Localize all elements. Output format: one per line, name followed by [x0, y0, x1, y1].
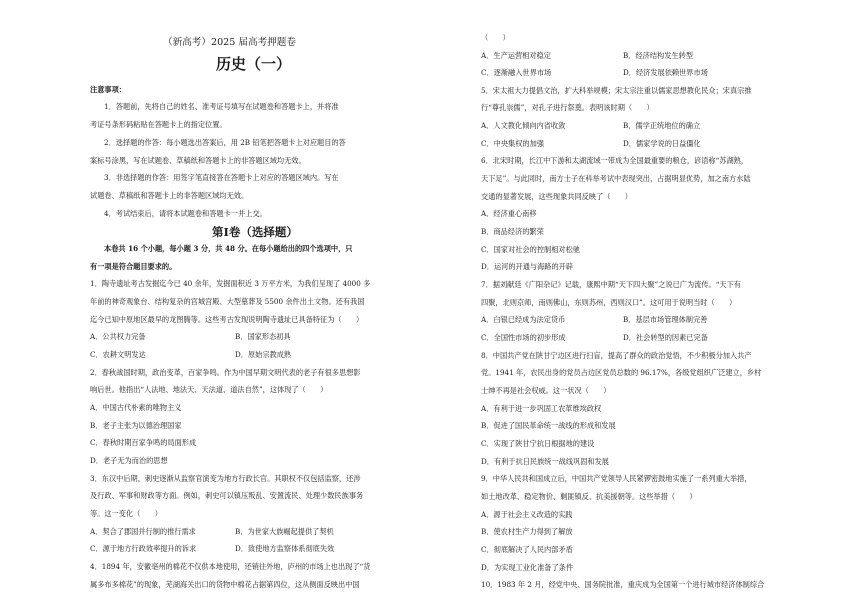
- question-2-option[interactable]: A．中国古代朴素的唯物主义: [90, 403, 182, 412]
- question-1-line: 1．陶寺遗址考古发掘迄今已 40 余年，发掘面积近 3 万平方米，为我们呈现了 4000 多: [90, 279, 371, 288]
- question-5-option[interactable]: B．儒学正统地位的确立: [623, 121, 701, 130]
- question-7-option[interactable]: A．白银已经成为法定货币: [481, 315, 566, 324]
- question-8-option[interactable]: C．实现了陕甘宁抗日根据地的建设: [481, 439, 595, 448]
- question-9-option[interactable]: A．源于社会主义改造的实践: [481, 510, 573, 519]
- question-4-option[interactable]: B．经济结构发生转型: [623, 51, 693, 60]
- question-3-option[interactable]: A．契合了郡国并行制的推行需求: [90, 527, 196, 536]
- question-4-option[interactable]: C．逐渐融入世界市场: [481, 68, 552, 77]
- question-7-option[interactable]: C．全国性市场的初步形成: [481, 333, 566, 342]
- question-9-option[interactable]: B．使农村生产力得到了解放: [481, 527, 573, 536]
- question-5-line: 行“尊孔崇儒”，对孔子进行祭奠。表明该时期（ ）: [481, 103, 654, 112]
- question-4-answer-bracket: （ ）: [481, 33, 510, 42]
- question-3-line: 3．东汉中后期，刺史逐渐从监察官演变为地方行政长官。其职权不仅包括监察，还涉: [90, 474, 361, 483]
- question-4-line: 4．1894 年，安徽亳州的棉花不仅供本地使用，还销往外地，庐州的市场上也出现了“货: [90, 562, 371, 571]
- notice-item: 案标号涂黑，写在试题卷、草稿纸和答题卡上的非答题区域均无效。: [90, 156, 306, 165]
- notice-heading: 注意事项：: [90, 85, 126, 94]
- question-8-line: 士绅不再是社会权威。这一状况（ ）: [481, 386, 611, 395]
- notice-item: 3．非选择题的作答：用签字笔直接答在答题卡上对应的答题区域内。写在: [104, 173, 339, 182]
- question-6-line: 6．北宋时期，长江中下游和太湖流域一带成为全国最重要的粮仓，谚语称“苏湖熟，: [481, 156, 749, 165]
- question-6-option[interactable]: D．运河的开通与海路的开辟: [481, 262, 574, 271]
- question-4-option[interactable]: A．生产运营相对稳定: [481, 51, 551, 60]
- question-6-line: 天下足”。与此同时，南方士子在科举考试中表现突出，占据明显优势，加之南方水陆: [481, 174, 751, 183]
- question-6-line: 交通的显著发展，这些现象共同反映了（ ）: [481, 192, 632, 201]
- question-1-option[interactable]: C．农耕文明发达: [90, 350, 146, 359]
- question-2-option[interactable]: D．老子无为而治的思想: [90, 456, 168, 465]
- question-3-line: 等。这一变化（ ）: [90, 509, 162, 518]
- exam-title: 历史（一）: [216, 55, 292, 73]
- question-8-option[interactable]: B．促进了国民革命统一战线的形成和发展: [481, 421, 616, 430]
- question-4-line: 属多布多棉花”的现象，芜湖海关出口的货物中棉花占据第四位，这从侧面反映出中国: [90, 580, 360, 589]
- question-8-line: 8．中国共产党在陕甘宁边区进行扫盲，提高了群众的政治觉悟，不少积极分加入共产: [481, 351, 752, 360]
- section-title: 第Ⅰ卷（选择题）: [212, 225, 298, 239]
- question-3-line: 及行政、军事和财政等方面。例如，刺史可以镇压叛乱、安置流民、处理少数民族事务: [90, 491, 364, 500]
- question-7-option[interactable]: D．社会转型的因素已完备: [623, 333, 708, 342]
- notice-item: 考证号条形码粘贴在答题卡上的指定位置。: [90, 120, 227, 129]
- question-5-option[interactable]: D．儒家学说的日益僵化: [623, 139, 701, 148]
- question-4-option[interactable]: D．经济发展依赖世界市场: [623, 68, 708, 77]
- question-6-option[interactable]: C．国家对社会的控制相对松驰: [481, 245, 580, 254]
- question-8-option[interactable]: D．有利于抗日民族统一战线巩固和发展: [481, 457, 609, 466]
- section-intro: 本卷共 16 个小题，每小题 3 分，共 48 分。在每小题给出的四个选项中，只: [104, 244, 353, 253]
- notice-item: 4．考试结束后，请将本试题卷和答题卡一并上交。: [104, 209, 267, 218]
- question-1-option[interactable]: A．公共权力完备: [90, 332, 146, 341]
- question-3-option[interactable]: C．源于地方行政效率提升的诉求: [90, 544, 197, 553]
- question-5-line: 5．宋太祖大力提倡文治，扩大科举规模；宋太宗注重以儒家思想教化民众；宋真宗推: [481, 86, 752, 95]
- question-3-option[interactable]: D．致使地方监察体系彻底失效: [235, 544, 335, 553]
- question-10-line: 10．1983 年 2 月，经党中央、国务院批准，重庆成为全国第一个进行城市经济体制综合: [481, 580, 765, 589]
- question-7-line: 7．据刘献廷《广阳杂记》记载，康熙中期“天下四大聚”之说已广为流传。“天下有: [481, 280, 741, 289]
- question-2-line: 2．春秋战国时期，政治变革，百家争鸣。作为中国早期文明代表的老子有很多思想影: [90, 368, 361, 377]
- question-1-option[interactable]: B．国家形态初具: [235, 332, 291, 341]
- notice-item: 2．选择题的作答：每小题选出答案后，用 2B 铅笔把答题卡上对应题目的答: [104, 138, 346, 147]
- question-1-option[interactable]: D．原始宗教成熟: [235, 350, 292, 359]
- question-2-option[interactable]: B．老子主张为以德治理国家: [90, 421, 182, 430]
- question-9-line: 如土地改革、稳定物价、剿匪镇反、抗美援朝等。这些举措（ ）: [481, 492, 697, 501]
- question-6-option[interactable]: A．经济重心南移: [481, 209, 537, 218]
- question-1-line: 年前的神奇观象台、结构复杂的宫城宫殿、大型墓葬及 5500 余件出土文物。还有我国: [90, 297, 365, 306]
- question-5-option[interactable]: C．中央集权的加强: [481, 139, 545, 148]
- exam-subtitle: （新高考）2025 届高考押题卷: [163, 37, 296, 48]
- question-9-option[interactable]: C．彻底解决了人民内部矛盾: [481, 545, 573, 554]
- notice-item: 试题卷、草稿纸和答题卡上的非答题区域均无效。: [90, 191, 249, 200]
- question-2-option[interactable]: C．春秋时期百家争鸣的局面形成: [90, 438, 197, 447]
- notice-item: 1．答题前，先将自己的姓名、准考证号填写在试题卷和答题卡上，并将准: [104, 102, 339, 111]
- question-6-option[interactable]: B．商品经济的繁荣: [481, 227, 544, 236]
- question-9-line: 9．中华人民共和国成立后，中国共产党领导人民紧锣密鼓地实施了一系列重大举措，: [481, 474, 752, 483]
- section-intro: 有一项是符合题目要求的。: [90, 262, 177, 271]
- question-8-line: 党。1941 年，农民出身的党员占边区党员总数的 96.17%，各级党组织广泛建立，乡村: [481, 368, 762, 377]
- question-7-option[interactable]: B．基层市场管理体制完善: [623, 315, 708, 324]
- question-2-line: 响后世。他指出“人法地、地法天、天法道、道法自然”，这体现了（ ）: [90, 385, 328, 394]
- question-3-option[interactable]: B．为世家大族崛起提供了契机: [235, 527, 334, 536]
- question-7-line: 四聚，北则京师，南则佛山，东则苏州，西则汉口”。这可用于说明当时（ ）: [481, 298, 737, 307]
- question-5-option[interactable]: A．人文教化倾向内省收敛: [481, 121, 566, 130]
- question-1-line: 迄今已知中原地区最早的龙图腾等。这些考古发现说明陶寺遗址已具备特征为（ ）: [90, 315, 364, 324]
- question-9-option[interactable]: D．为实现工业化准备了条件: [481, 563, 574, 572]
- question-8-option[interactable]: A．有利于进一步巩固工农革维埃政权: [481, 404, 602, 413]
